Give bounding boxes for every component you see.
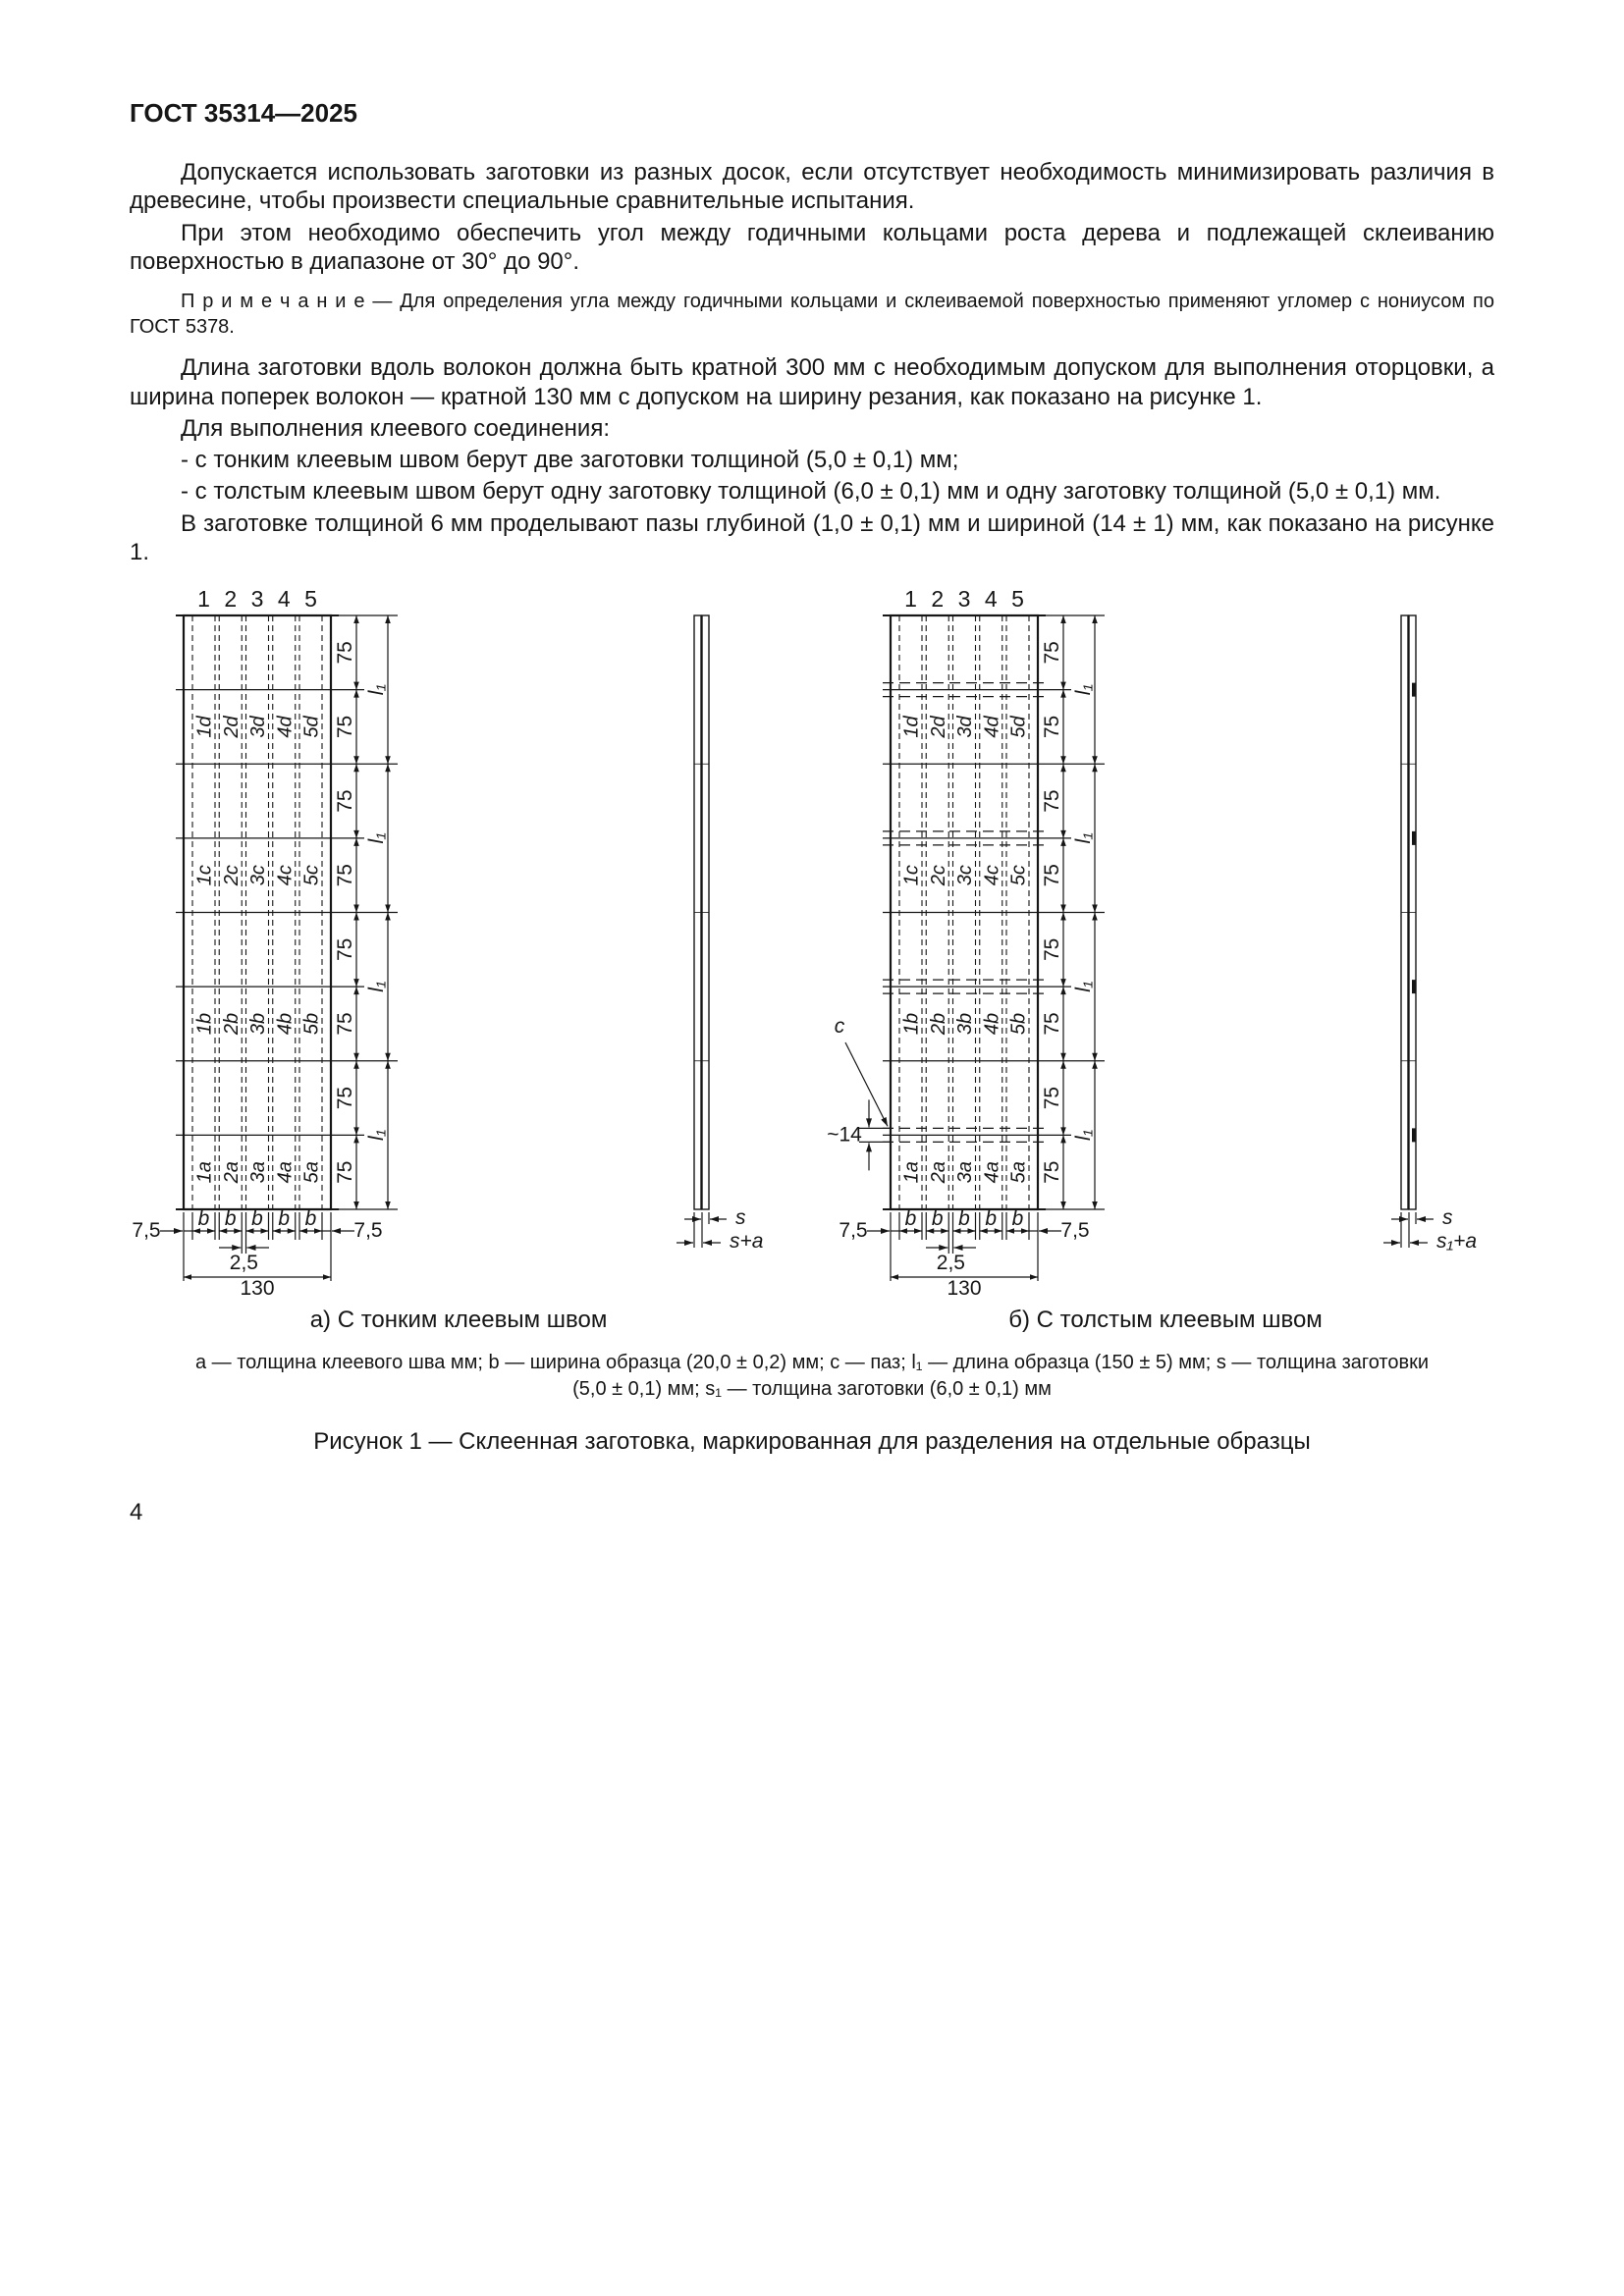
dim-label: b [304, 1207, 317, 1231]
paragraph-2: При этом необходимо обеспечить угол между годичными кольцами роста дерева и подлежащей склеиванию поверхностью в диапазоне от 30° до 90°. [130, 219, 1494, 275]
dim-label: 5d [1007, 716, 1030, 738]
dim-label: b [931, 1207, 944, 1231]
dim-label: 2d [220, 716, 243, 738]
dim-label: 1b [193, 1012, 216, 1036]
dim-margin-right [332, 1219, 383, 1242]
dim-label: 2b [220, 1012, 243, 1036]
dim-label: 75 [334, 937, 356, 962]
dim-label: 2c [927, 865, 949, 886]
dim-label: l₁ [365, 832, 388, 844]
dim-label: 5b [300, 1012, 323, 1036]
dim-label: 3d [954, 716, 976, 738]
dim-label: b [197, 1207, 210, 1231]
dim-label: 1 [904, 586, 917, 613]
dim-label: 2b [927, 1012, 949, 1036]
dim-label: 4 [984, 586, 998, 613]
diagram-a [105, 586, 812, 1334]
dim-label: 130 [947, 1277, 982, 1301]
dim-label: 3a [247, 1161, 269, 1184]
list-item-2: - с толстым клеевым швом берут одну заготовку толщиной (6,0 ± 0,1) мм и одну заготовку толщиной (5,0 ± 0,1) мм. [181, 478, 1441, 506]
dim-label: 3c [247, 865, 269, 886]
paragraph-3: Длина заготовки вдоль волокон должна быть кратной 300 мм с необходимым допуском для выполнения оторцовки, а ширина поперек волокон — кратной 130 мм с допуском на ширину резания, как показано на рисунке 1. [130, 354, 1494, 410]
dim-margin-right [1039, 1219, 1090, 1242]
groove-annotation [827, 1015, 891, 1170]
column-numbers [197, 586, 317, 612]
dim-label: 75 [1041, 789, 1063, 813]
side-view [694, 615, 709, 1209]
dim-label: 3d [247, 716, 269, 738]
dim-label: 75 [1041, 937, 1063, 962]
dim-label: 75 [1041, 864, 1063, 887]
dim-label: 75 [334, 1160, 356, 1184]
dim-label: 7,5 [353, 1219, 383, 1243]
dim-label: 5 [304, 586, 317, 613]
dim-label: b [904, 1207, 917, 1231]
dim-label: 4d [981, 716, 1003, 738]
dim-label: 3 [957, 586, 971, 613]
dim-label: l₁ [1072, 981, 1095, 992]
dim-label: ~14 [827, 1123, 862, 1147]
dim-label: s+a [730, 1230, 764, 1254]
dim-label: 75 [334, 864, 356, 887]
dim-label: 75 [1041, 1086, 1063, 1110]
dim-label: b [958, 1207, 970, 1231]
dim-label: 2,5 [229, 1252, 259, 1275]
dim-label: 2,5 [936, 1252, 966, 1275]
dim-label: 1a [900, 1161, 923, 1184]
dim-label: 4c [274, 865, 297, 886]
dim-label: 5a [300, 1161, 323, 1184]
dim-total-width [891, 1274, 1038, 1300]
figure-legend: а — толщина клеевого шва мм; b — ширина образца (20,0 ± 0,2) мм; с — паз; l₁ — длина образца (150 ± 5) мм; s — толщина заготовки (5,0 ± 0,1) мм; s₁ — толщина заготовки (6,0 ± 0,1) мм [194, 1352, 1430, 1401]
dim-label: 2 [931, 586, 945, 613]
dim-label: 75 [334, 715, 356, 739]
dim-margin-left [132, 1219, 183, 1242]
dim-label: 1b [900, 1012, 923, 1036]
dim-label: s [1442, 1206, 1453, 1230]
dim-label: 5a [1007, 1161, 1030, 1184]
dim-label: l₁ [365, 1129, 388, 1142]
dim-kerf [926, 1240, 976, 1274]
dim-kerf [219, 1240, 269, 1274]
dim-label: 1c [900, 865, 923, 886]
dim-label: c [834, 1015, 845, 1039]
dim-label: 5d [300, 716, 323, 738]
paragraph-5: В заготовке толщиной 6 мм проделывают пазы глубиной (1,0 ± 0,1) мм и шириной (14 ± 1) мм, как показано на рисунке 1. [130, 509, 1494, 565]
dim-label: 1d [193, 716, 216, 738]
dim-label: 1 [197, 586, 210, 613]
dim-label: 75 [1041, 1012, 1063, 1036]
dim-label: 4b [981, 1012, 1003, 1036]
dim-label: 7,5 [132, 1219, 161, 1243]
dim-label: b [985, 1207, 998, 1231]
dim-label: l₁ [365, 981, 388, 992]
dim-label: 5c [1007, 865, 1030, 886]
diagram-a-caption: а) С тонким клеевым швом [309, 1307, 608, 1334]
column-numbers [904, 586, 1024, 612]
diagram-a-drawing [105, 586, 812, 1303]
diagram-b-drawing [812, 586, 1519, 1303]
dim-label: b [251, 1207, 263, 1231]
dim-label: 2c [220, 865, 243, 886]
diagram-b [812, 586, 1519, 1334]
dim-label: 4a [274, 1161, 297, 1184]
dim-label: 75 [334, 641, 356, 665]
dim-label: 75 [1041, 1160, 1063, 1184]
dim-label: 4a [981, 1161, 1003, 1184]
dim-label: 2a [927, 1161, 949, 1184]
figure-diagrams [105, 586, 1519, 1334]
dim-label: 7,5 [839, 1219, 868, 1243]
dim-label: l₁ [1072, 1129, 1095, 1142]
dim-label: 5b [1007, 1012, 1030, 1036]
dim-label: 1a [193, 1161, 216, 1184]
page-number: 4 [130, 1499, 143, 1526]
dim-label: 3b [954, 1012, 976, 1036]
dim-label: 1d [900, 716, 923, 738]
list-item-1: - с тонким клеевым швом берут две заготовки толщиной (5,0 ± 0,1) мм; [181, 447, 959, 474]
dim-label: 75 [1041, 715, 1063, 739]
dim-label: b [278, 1207, 291, 1231]
dim-label: 4c [981, 865, 1003, 886]
dim-total-width [184, 1274, 331, 1300]
dim-label: 2a [220, 1161, 243, 1184]
diagram-b-caption: б) С толстым клеевым швом [1008, 1307, 1323, 1334]
dim-margin-left [839, 1219, 890, 1242]
dim-label: 3b [247, 1012, 269, 1036]
dim-label: 5c [300, 865, 323, 886]
dim-label: b [1011, 1207, 1024, 1231]
dim-thickness [1383, 1206, 1477, 1253]
figure-1 [105, 586, 1519, 1456]
dim-label: s [735, 1206, 746, 1230]
dim-label: l₁ [1072, 684, 1095, 696]
dim-label: l₁ [365, 684, 388, 696]
dim-label: 1c [193, 865, 216, 886]
dim-label: 75 [334, 1012, 356, 1036]
paragraph-1: Допускается использовать заготовки из разных досок, если отсутствует необходимость минимизировать различия в древесине, чтобы произвести специальные сравнительные испытания. [130, 159, 1494, 215]
dim-label: 75 [334, 1086, 356, 1110]
dim-label: b [224, 1207, 237, 1231]
dim-label: 7,5 [1060, 1219, 1090, 1243]
dim-label: 2 [224, 586, 238, 613]
dim-label: 3a [954, 1161, 976, 1184]
dim-label: 4d [274, 716, 297, 738]
dim-label: 3c [954, 865, 976, 886]
dim-label: 4b [274, 1012, 297, 1036]
dim-label: 5 [1011, 586, 1024, 613]
dim-label: 75 [334, 789, 356, 813]
dim-label: 4 [277, 586, 291, 613]
note-paragraph: П р и м е ч а н и е — Для определения угла между годичными кольцами и склеиваемой поверхностью применяют угломер с нониусом по ГОСТ 5378. [130, 291, 1494, 338]
dim-label: 3 [250, 586, 264, 613]
side-view [1401, 615, 1416, 1209]
dim-label: s₁+a [1436, 1230, 1478, 1254]
dim-label: 75 [1041, 641, 1063, 665]
dim-thickness [677, 1206, 763, 1253]
doc-number: ГОСТ 35314—2025 [130, 98, 357, 128]
page-content [130, 98, 1494, 1526]
dim-label: 130 [240, 1277, 275, 1301]
paragraph-4: Для выполнения клеевого соединения: [181, 414, 610, 442]
dim-label: 2d [927, 716, 949, 738]
dim-label: l₁ [1072, 832, 1095, 844]
figure-title: Рисунок 1 — Склеенная заготовка, маркированная для разделения на отдельные образцы [313, 1428, 1311, 1456]
